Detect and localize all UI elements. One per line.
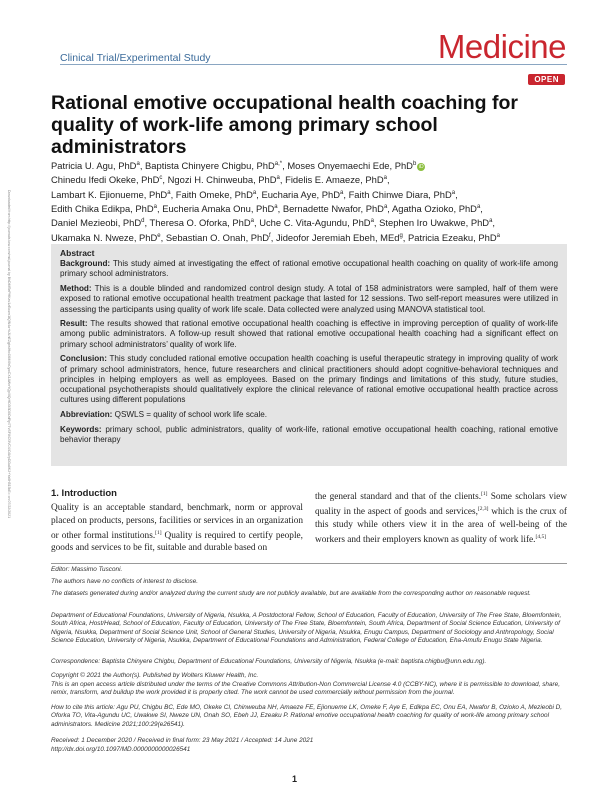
author-affiliation-mark: e <box>157 232 161 239</box>
author-name: Agatha Ozioko, PhD <box>392 203 477 215</box>
author-name: Eucheria Amaka Onu, PhD <box>162 203 275 215</box>
abstract-result: Result: The results showed that rational emotive occupational health coaching is effective in improving perception of quality of work-life among public administrators. A follow-up result showed that rational emotive occupational health coaching had a significant effect on primary school administrators’ quality of work life. <box>60 319 558 349</box>
author-affiliation-mark: a <box>383 175 387 182</box>
author-name: Patricia Ezeaku, PhD <box>408 231 497 243</box>
footnote-cite: How to cite this article: Agu PU, Chigbu BC, Ede MO, Okeke CI, Chinweuba NH, Amaeze FE, Ejionueme LK, Omeke F, Aye E, Edikpa EC, Onu EA, Nwafor B, Ozioko A, Mezieobi D, Oforka TO, Vita-Agundu UC, Uwakwe SI, Nweze UN, Onah SO, Ebeh JJ, Ezeaku P. Rational emotive occupational health coaching for quality of work-life among primary school administrators. Medicine 2021;100:29(e26541). <box>51 704 563 728</box>
author-line: Ukamaka N. Nweze, PhD$^e$, Sebastian O. Onah, PhD$^f$, Jideofor Jeremiah Ebeh, MEd$^g$, Patricia Ezeaku, PhD$^a$ <box>51 231 500 243</box>
abstract-keywords: Keywords: primary school, public administrators, quality of work-life, rational emotive occupational health coaching, rational emotive behavior therapy <box>60 424 558 444</box>
footnote-correspondence: Correspondence: Baptista Chinyere Chigbu, Department of Educational Foundations, University of Nigeria, Nsukka (e-mail: baptista.chigbu@unn.edu.ng). <box>51 658 487 665</box>
author-name: Sebastian O. Onah, PhD <box>165 231 270 243</box>
author-line: Lambart K. Ejionueme, PhD$^a$, Faith Omeke, PhD$^a$, Eucharia Aye, PhD$^a$, Faith Chinwe Diara, PhD$^a$, <box>51 188 458 200</box>
author-name: Lambart K. Ejionueme, PhD <box>51 188 168 200</box>
author-line: Edith Chika Edikpa, PhD$^a$, Eucheria Amaka Onu, PhD$^a$, Bernadette Nwafor, PhD$^a$, Agatha Ozioko, PhD$^a$, <box>51 203 483 215</box>
section-label: Clinical Trial/Experimental Study <box>60 52 211 64</box>
author-affiliation-mark: a <box>489 218 493 225</box>
author-list <box>51 158 571 244</box>
orcid-icon[interactable]: iD <box>418 163 424 170</box>
author-affiliation-mark: a <box>496 232 500 239</box>
abstract-abbreviation: Abbreviation: QSWLS = quality of school work life scale. <box>60 409 268 419</box>
author-name: Patricia U. Agu, PhD <box>51 160 137 172</box>
author-affiliation-mark: b <box>412 161 417 167</box>
footnote-dates: Received: 1 December 2020 / Received in final form: 23 May 2021 / Accepted: 14 June 2021 <box>51 737 314 744</box>
author-name: Jideofor Jeremiah Ebeh, MEd <box>275 231 400 243</box>
author-name: Fidelis E. Amaeze, PhD <box>285 174 384 186</box>
author-affiliation-mark: g <box>399 232 403 239</box>
author-affiliation-mark: a <box>136 161 140 167</box>
intro-column-1: 1. Introduction Quality is an acceptable standard, benchmark, norm or approval placed on products, persons, facilities or services in an organization or other formal institutions.[1] Quality is required to certify people, goods and services to be fit, suitable and durable based on <box>51 488 303 554</box>
author-affiliation-mark: a <box>153 203 158 210</box>
author-name: Stephen Iro Uwakwe, PhD <box>379 217 490 229</box>
footnote-affiliations: Department of Educational Foundations, University of Nigeria, Nsukka, A Postdoctoral Fellow, School of Education, Faculty of Education, University of The Free State, Bloemfontein, South Africa, Host/Head, School of Education, Faculty of Education, University of The Free State, Bloemfontein, South Africa, Department of Social Science Education, University of Nigeria, Nsukka, Department of Social Science Unit, School of General Studies, University of Nigeria, Nsukka, Enugu Campus, Department of Sociology and Anthropology, Social Science Education, University of Nigeria, Nsukka, Department of Educational Foundations and Administration, Federal College of Education, Eha-Amufu Enugu State Nigeria. <box>51 612 562 644</box>
author-name: Faith Omeke, PhD <box>175 188 253 200</box>
footnote-license: This is an open access article distributed under the terms of the Creative Commons Attribution-Non Commercial License 4.0 (CCBY-NC), where it is permissible to download, share, remix, transform, and buildup the work provided it is properly cited. The work cannot be used commercially without permission from the journal. <box>51 681 560 697</box>
footnote-rule <box>51 563 567 564</box>
open-access-badge: OPEN <box>528 74 565 85</box>
footnote-coi: The authors have no conflicts of interest to disclose. <box>51 578 199 585</box>
author-name: Bernadette Nwafor, PhD <box>282 203 384 215</box>
intro-column-2: the general standard and that of the clients.[1] Some scholars view quality in the aspect of goods and services,[2,3] which is the crux of this study while others view it in the area of well-being of the workers and their employers known as quality of work life.[4,5] <box>315 491 567 546</box>
author-name: Uche C. Vita-Agundu, PhD <box>259 217 371 229</box>
author-line: Chinedu Ifedi Okeke, PhD$^c$, Ngozi H. Chinweuba, PhD$^a$, Fidelis E. Amaeze, PhD$^a$, <box>51 174 390 186</box>
footnote-copyright: Copyright © 2021 the Author(s). Published by Wolters Kluwer Health, Inc. <box>51 672 259 679</box>
author-affiliation-mark: a <box>250 218 254 225</box>
abstract-heading: Abstract <box>60 248 95 258</box>
author-affiliation-mark: a <box>340 189 344 196</box>
abstract-box <box>51 244 567 466</box>
abstract-conclusion: Conclusion: This study concluded rational emotive occupation health coaching is useful therapeutic strategy in improving quality of work of primary school administrators, hence, future researchers and clinical practitioners should adopt cognitive-behavioral techniques and principles in helping employers as well as employees. Based on the primary findings and limitations of this study, future studies, occupational psychotherapists should qualitatively explore the clinical relevance of rational emotive occupational health practice across cultures using different populations <box>60 354 558 405</box>
author-affiliation-mark: a <box>276 175 280 182</box>
author-name: Faith Chinwe Diara, PhD <box>348 188 452 200</box>
author-name: Daniel Mezieobi, PhD <box>51 217 142 229</box>
author-name: Moses Onyemaechi Ede, PhD <box>287 160 413 172</box>
author-affiliation-mark: a <box>370 218 374 225</box>
author-affiliation-mark: a <box>274 203 278 210</box>
intro-heading: 1. Introduction <box>51 488 117 499</box>
journal-logo: Medicine <box>437 28 566 65</box>
author-name: Ukamaka N. Nweze, PhD <box>51 231 158 243</box>
footnote-editor: Editor: Massimo Tusconi. <box>51 566 123 573</box>
author-affiliation-mark: a <box>383 203 388 210</box>
author-line: Daniel Mezieobi, PhD$^d$, Theresa O. Oforka, PhD$^a$, Uche C. Vita-Agundu, PhD$^a$, Stephen Iro Uwakwe, PhD$^a$, <box>51 217 496 229</box>
author-name: Baptista Chinyere Chigbu, PhD <box>145 160 275 172</box>
author-name: Edith Chika Edikpa, PhD <box>51 203 154 215</box>
author-affiliation-mark: d <box>141 218 145 225</box>
author-name: Chinedu Ifedi Okeke, PhD <box>51 174 160 186</box>
footnote-data: The datasets generated during and/or analyzed during the current study are not publicly available, but are available from the corresponding author on reasonable request. <box>51 590 531 597</box>
author-line: Patricia U. Agu, PhD$^a$, Baptista Chinyere Chigbu, PhD$^{a,*}$, Moses Onyemaechi Ede, PhD$^b$ iD <box>51 160 424 172</box>
abstract-method: Method: This is a double blinded and randomized control design study. A total of 158 administrators were sampled, half of them were exposed to rational emotive occupational health treatment package that lasted for 12 sessions. Two self-report measures were utilized in assessing the participants using quality of work life scale. Data collected were analyzed using MANOVA statistical tool. <box>60 284 558 314</box>
author-affiliation-mark: c <box>159 175 163 182</box>
author-affiliation-mark: a <box>476 203 481 210</box>
author-affiliation-mark: a <box>167 189 171 196</box>
download-watermark: Downloaded from http://journals.lww.com/md-journal by BhDMf5ePHKav1zEoum1tQfN4a+kJLhEZgbsIHo4XMi0hCywCX1AWnYQp/IlQrHD3i3D0OdRyi7TvSFl4Cf3VC4/OAVpDDa8K2+Ya6H515kE= on 07/22/2021 <box>7 190 11 519</box>
page-number: 1 <box>292 774 298 784</box>
author-affiliation-mark: a <box>451 189 456 196</box>
article-title: Rational emotive occupational health coaching for quality of work-life among primary school administrators <box>51 92 518 158</box>
author-affiliation-mark: a,* <box>274 161 283 167</box>
footnote-doi: http://dx.doi.org/10.1097/MD.0000000000026541 <box>51 746 191 753</box>
author-name: Eucharia Aye, PhD <box>261 188 340 200</box>
author-name: Theresa O. Oforka, PhD <box>149 217 251 229</box>
author-affiliation-mark: f <box>269 232 271 239</box>
author-affiliation-mark: a <box>252 189 257 196</box>
abstract-background: Background: This study aimed at investigating the effect of rational emotive occupational health coaching on quality of work-life among primary school administrators. <box>60 259 558 279</box>
author-name: Ngozi H. Chinweuba, PhD <box>167 174 277 186</box>
